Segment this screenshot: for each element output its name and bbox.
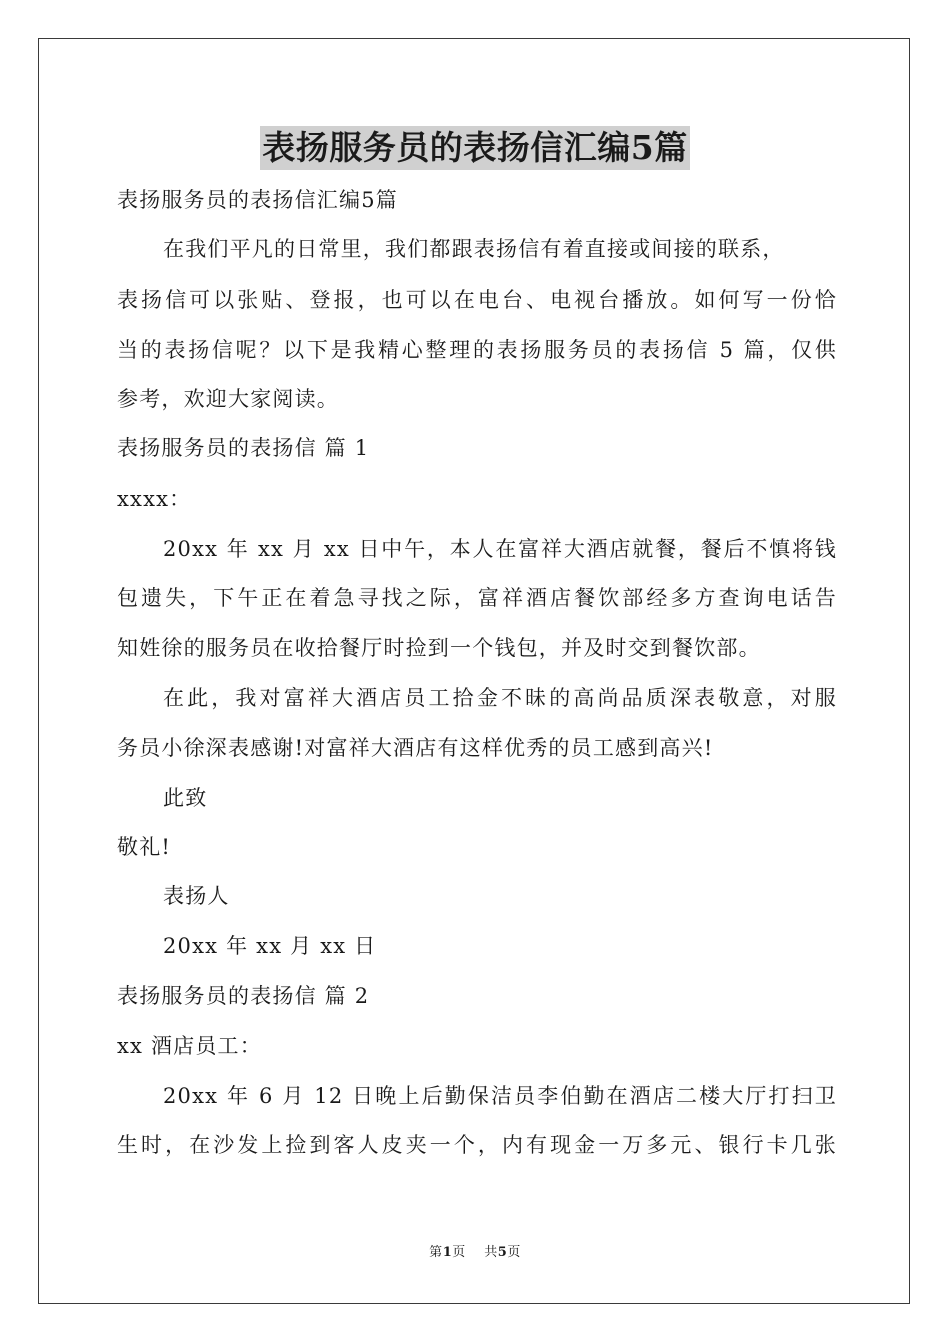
paragraph-line: 知姓徐的服务员在收拾餐厅时捡到一个钱包，并及时交到餐饮部。 <box>117 636 761 660</box>
footer-page-total: 5 <box>497 1245 508 1260</box>
page-border <box>38 38 910 1304</box>
paragraph-line: 在此，我对富祥大酒店员工拾金不昧的高尚品质深表敬意，对服 <box>163 686 837 710</box>
paragraph-line: 务员小徐深表感谢!对富祥大酒店有这样优秀的员工感到高兴! <box>117 736 714 760</box>
closing-line: 敬礼! <box>117 835 172 859</box>
section-heading: 表扬服务员的表扬信 篇 1 <box>117 436 370 460</box>
paragraph-line: 参考，欢迎大家阅读。 <box>117 387 339 411</box>
section-heading: 表扬服务员的表扬信 篇 2 <box>117 984 370 1008</box>
paragraph-line: 表扬信可以张贴、登报，也可以在电台、电视台播放。如何写一份恰 <box>117 288 837 312</box>
subtitle-line: 表扬服务员的表扬信汇编5篇 <box>117 188 398 212</box>
paragraph-line: 包遗失，下午正在着急寻找之际，富祥酒店餐饮部经多方查询电话告 <box>117 586 837 610</box>
signature-line: 表扬人 <box>163 884 230 908</box>
paragraph-line: 生时，在沙发上捡到客人皮夹一个，内有现金一万多元、银行卡几张 <box>117 1133 837 1157</box>
paragraph-line: 20xx 年 xx 月 xx 日中午，本人在富祥大酒店就餐，餐后不慎将钱 <box>163 537 837 561</box>
page-footer <box>0 1243 950 1263</box>
salutation-line: xx 酒店员工： <box>117 1034 262 1058</box>
date-line: 20xx 年 xx 月 xx 日 <box>163 934 377 958</box>
title-container <box>0 126 950 170</box>
paragraph-line: 当的表扬信呢？以下是我精心整理的表扬服务员的表扬信 5 篇，仅供 <box>117 338 837 362</box>
document-title: 表扬服务员的表扬信汇编5篇 <box>260 126 689 170</box>
footer-page-current: 1 <box>442 1245 453 1260</box>
footer-page-suffix: 页 <box>507 1245 521 1260</box>
footer-page-mid: 页 共 <box>452 1245 498 1260</box>
paragraph-line: 20xx 年 6 月 12 日晚上后勤保洁员李伯勤在酒店二楼大厅打扫卫 <box>163 1084 837 1108</box>
footer-page-prefix: 第 <box>429 1245 443 1260</box>
salutation-line: xxxx： <box>117 487 192 511</box>
closing-line: 此致 <box>163 786 208 810</box>
paragraph-line: 在我们平凡的日常里，我们都跟表扬信有着直接或间接的联系， <box>163 237 785 261</box>
